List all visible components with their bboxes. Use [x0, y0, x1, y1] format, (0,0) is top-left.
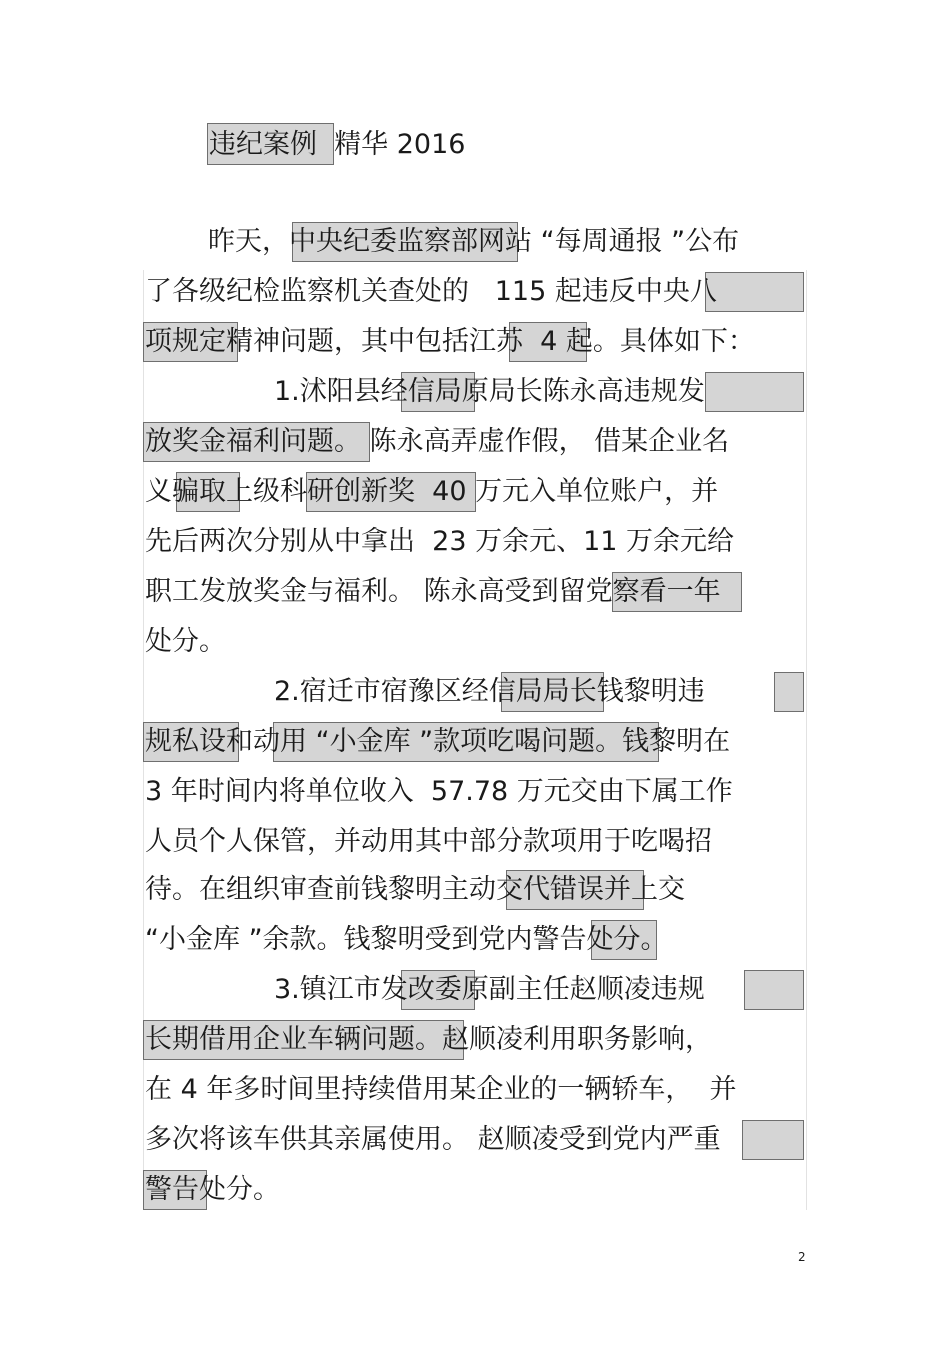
- text-line: 昨天，中央纪委监察部网站 “每周通报 ”公布: [208, 226, 740, 257]
- text-line: 义骗取上级科研创新奖 40 万元入单位账户，并: [145, 476, 719, 507]
- text-line: 先后两次分别从中拿出 23 万余元、11 万余元给: [145, 526, 735, 557]
- text-line: 人员个人保管，并动用其中部分款项用于吃喝招: [145, 826, 712, 857]
- text-line: 了各级纪检监察机关查处的 115 起违反中央八: [145, 276, 717, 307]
- text-line: 长期借用企业车辆问题。赵顺凌利用职务影响，: [145, 1024, 712, 1055]
- case-heading-1: 1.沭阳县经信局原局长陈永高违规发: [274, 376, 705, 407]
- text-line: 放奖金福利问题。 陈永高弄虚作假， 借某企业名: [145, 426, 730, 457]
- highlight-box: [705, 272, 804, 312]
- text-line: 待。在组织审查前钱黎明主动交代错误并上交: [145, 874, 685, 905]
- text-line: 警告处分。: [145, 1174, 280, 1205]
- case-heading-2: 2.宿迁市宿豫区经信局局长钱黎明违: [274, 676, 705, 707]
- text-line: 职工发放奖金与福利。 陈永高受到留党察看一年: [145, 576, 721, 607]
- highlight-box: [705, 372, 804, 412]
- text-line: 规私设和动用 “小金库 ”款项吃喝问题。钱黎明在: [145, 726, 731, 757]
- page-number: 2: [798, 1250, 806, 1264]
- highlight-box: [774, 672, 804, 712]
- highlight-box: [742, 1120, 804, 1160]
- case-heading-3: 3.镇江市发改委原副主任赵顺凌违规: [274, 974, 705, 1005]
- text-line: 在 4 年多时间里持续借用某企业的一辆轿车， 并: [145, 1074, 737, 1105]
- text-line: “小金库 ”余款。钱黎明受到党内警告处分。: [145, 924, 668, 955]
- document-title: 违纪案例 精华 2016: [209, 129, 466, 160]
- text-line: 多次将该车供其亲属使用。 赵顺凌受到党内严重: [145, 1124, 721, 1155]
- highlight-box: [744, 970, 804, 1010]
- text-line: 项规定精神问题，其中包括江苏 4 起。具体如下：: [145, 326, 755, 357]
- text-line: 3 年时间内将单位收入 57.78 万元交由下属工作: [145, 776, 733, 807]
- text-line: 处分。: [145, 626, 226, 657]
